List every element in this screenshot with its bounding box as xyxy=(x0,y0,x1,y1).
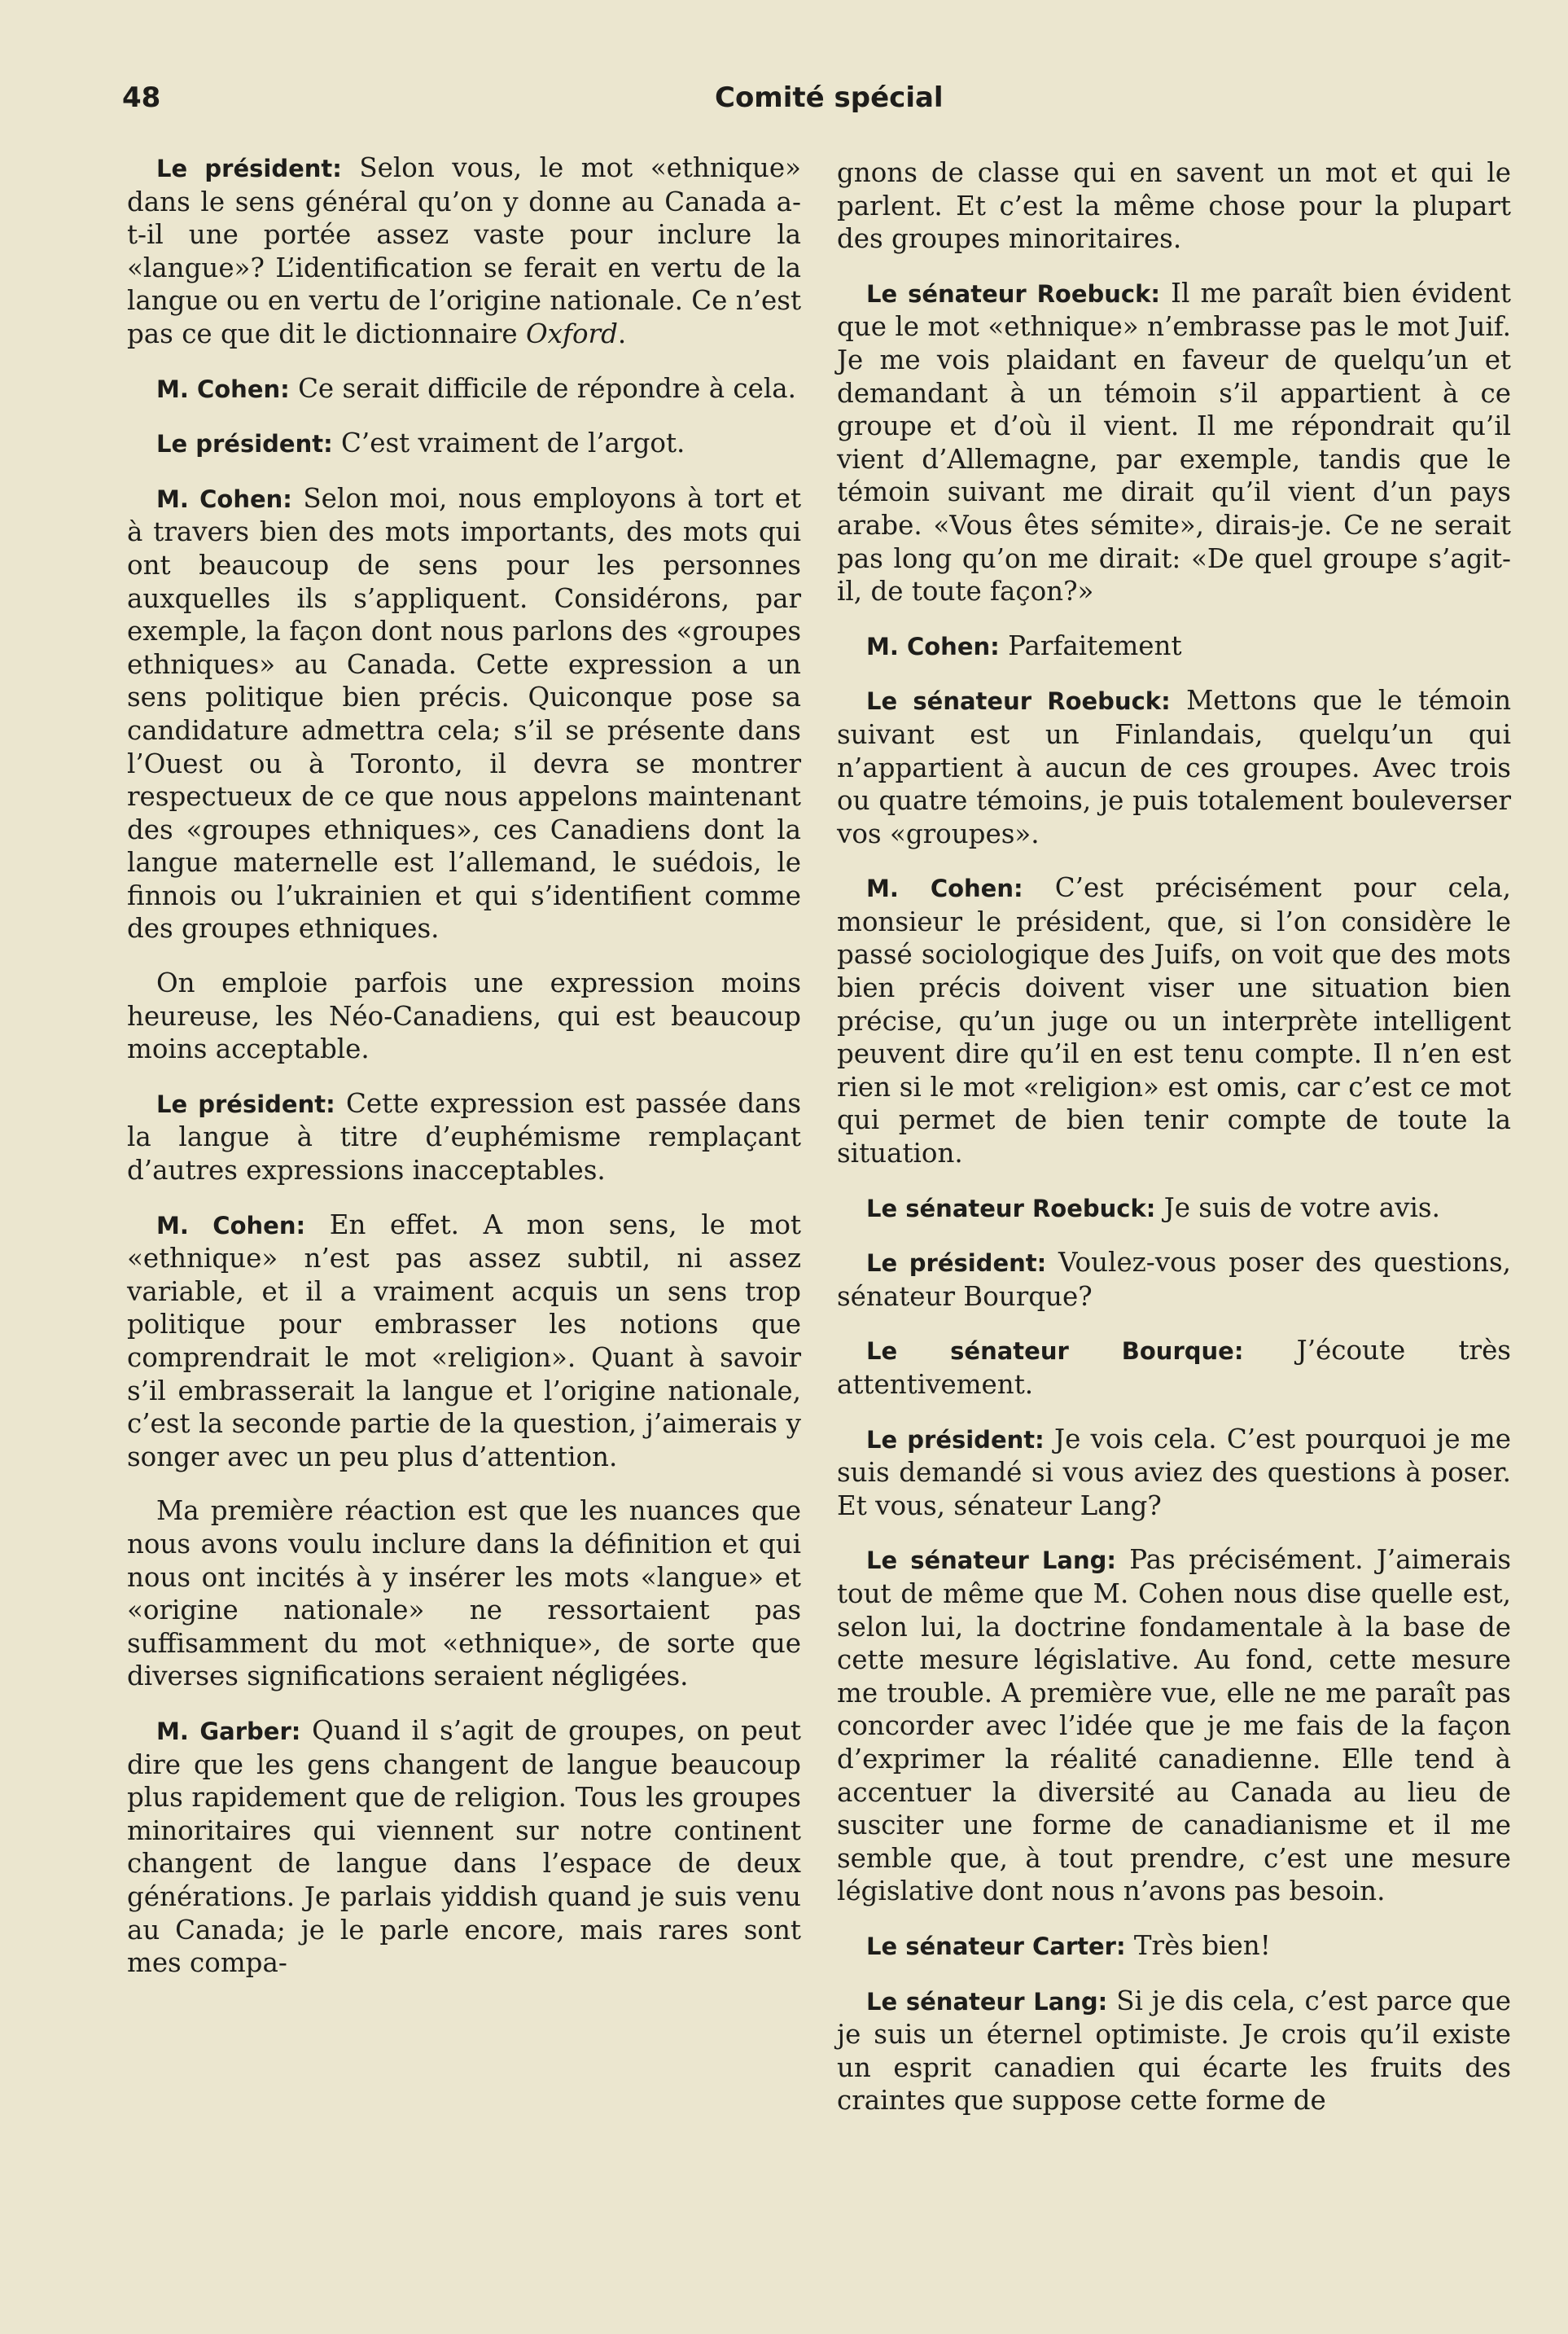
paragraph-text: Je suis de votre avis. xyxy=(1155,1191,1440,1223)
paragraph xyxy=(127,967,801,1066)
speaker-name: Le président: xyxy=(866,1249,1047,1278)
paragraph xyxy=(127,1209,801,1474)
paragraph-text: C’est précisément pour cela, monsieur le président, que, si l’on considère le passé sociologique des Juifs, on voit que des mots bien précis doivent viser une situation bien précise, qu’un juge ou un interprète intelligent peuvent dire qu’il en est tenu compte. Il n’en est rien si le mot «religion» est omis, car c’est ce mot qui permet de bien tenir compte de toute la situation. xyxy=(837,872,1511,1169)
paragraph-text: Il me paraît bien évident que le mot «ethnique» n’embrasse pas le mot Juif. Je me vois plaidant en faveur de quelqu’un et demandant à un témoin s’il appartient à ce groupe et d’où il vient. Il me répondrait qu’il vient d’Allemagne, par exemple, tandis que le témoin suivant me dirait qu’il vient d’un pays arabe. «Vous êtes sémite», dirais-je. Ce ne serait pas long qu’on me dirait: «De quel groupe s’agit-il, de toute façon?» xyxy=(837,277,1511,608)
paragraph-text-end: . xyxy=(617,318,627,349)
left-column xyxy=(127,151,801,2001)
paragraph xyxy=(837,277,1511,608)
paragraph xyxy=(837,156,1511,256)
right-column xyxy=(837,156,1511,2139)
speaker-name: Le président: xyxy=(866,1425,1045,1454)
speaker-name: M. Cohen: xyxy=(156,375,290,403)
speaker-name: M. Cohen: xyxy=(156,485,292,513)
paragraph-text: J’écoute très attentivement. xyxy=(837,1335,1511,1400)
paragraph xyxy=(127,151,801,351)
speaker-name: M. Garber: xyxy=(156,1717,301,1745)
speaker-name: M. Cohen: xyxy=(866,632,1000,660)
running-title: Comité spécial xyxy=(715,81,944,114)
speaker-name: Le président: xyxy=(156,1090,335,1118)
speaker-name: Le sénateur Lang: xyxy=(866,1546,1116,1575)
speaker-name: M. Cohen: xyxy=(156,1211,306,1239)
paragraph xyxy=(127,427,801,461)
paragraph-text: Si je dis cela, c’est parce que je suis un éternel optimiste. Je crois qu’il existe un esprit canadien qui écarte les fruits des craintes que suppose cette forme de xyxy=(837,1985,1512,2117)
paragraph-text: Ma première réaction est que les nuances que nous avons voulu inclure dans la définition et qui nous ont incités à y insérer les mots «langue» et «origine nationale» ne ressortaient pas suffisamment du mot «ethnique», de sorte que diverses significations seraient négligées. xyxy=(127,1495,801,1692)
paragraph xyxy=(127,1714,801,1980)
italic-text: Oxford xyxy=(525,318,618,349)
paragraph-text: Je vois cela. C’est pourquoi je me suis demandé si vous aviez des questions à poser. Et vous, sénateur Lang? xyxy=(837,1423,1511,1521)
speaker-name: Le sénateur Lang: xyxy=(866,1987,1108,2016)
speaker-name: Le sénateur Bourque: xyxy=(866,1337,1244,1366)
speaker-name: Le président: xyxy=(156,430,333,458)
paragraph-text: Parfaitement xyxy=(999,630,1182,661)
speaker-name: Le président: xyxy=(156,155,342,182)
paragraph xyxy=(837,1191,1511,1226)
paragraph-text: Voulez-vous poser des questions, sénateur Bourque? xyxy=(837,1247,1511,1312)
speaker-name: Le sénateur Roebuck: xyxy=(866,1194,1156,1222)
page-number: 48 xyxy=(122,81,161,114)
paragraph xyxy=(837,1246,1511,1313)
paragraph xyxy=(837,871,1511,1169)
speaker-name: Le sénateur Carter: xyxy=(866,1932,1126,1960)
paragraph-text: Très bien! xyxy=(1125,1929,1271,1961)
paragraph-text: Cette expression est passée dans la langue à titre d’euphémisme remplaçant d’autres expressions inacceptables. xyxy=(127,1087,801,1187)
paragraph-text: Ce serait difficile de répondre à cela. xyxy=(289,372,796,404)
paragraph-text: C’est vraiment de l’argot. xyxy=(332,428,685,459)
speaker-name: Le sénateur Roebuck: xyxy=(866,687,1171,716)
paragraph-text: On emploie parfois une expression moins heureuse, les Néo-Canadiens, qui est beaucoup moins acceptable. xyxy=(127,967,801,1065)
paragraph xyxy=(127,372,801,406)
paragraph xyxy=(837,684,1511,850)
paragraph xyxy=(837,1543,1511,1908)
paragraph xyxy=(837,1423,1511,1523)
paragraph-text: Mettons que le témoin suivant est un Finlandais, quelqu’un qui n’appartient à aucun de ces groupes. Avec trois ou quatre témoins, je puis totalement bouleverser vos «groupes». xyxy=(837,685,1511,849)
paragraph xyxy=(127,1087,801,1187)
paragraph-text: En effet. A mon sens, le mot «ethnique» n’est pas assez subtil, ni assez variable, et il a vraiment acquis un sens trop politique pour embrasser les notions que comprendrait le mot «religion». Quant à savoir s’il embrasserait la langue et l’origine nationale, c’est la seconde partie de la question, j’aimerais y songer avec un peu plus d’attention. xyxy=(127,1209,801,1472)
paragraph-text: Selon moi, nous employons à tort et à travers bien des mots importants, des mots qui ont beaucoup de sens pour les personnes auxquelles ils s’appliquent. Considérons, par exemple, la façon dont nous parlons des «groupes ethniques» au Canada. Cette expression a un sens politique bien précis. Quiconque pose sa candidature admettra cela; s’il se présente dans l’Ouest ou à Toronto, il devra se montrer respectueux de ce que nous appelons maintenant des «groupes ethniques», ces Canadiens dont la langue maternelle est l’allemand, le suédois, le finnois ou l’ukrainien et qui s’identifient comme des groupes ethniques. xyxy=(127,482,802,945)
page-header xyxy=(122,75,1506,124)
speaker-name: M. Cohen: xyxy=(866,875,1023,903)
paragraph-text: Quand il s’agit de groupes, on peut dire que les gens changent de langue beaucoup plus rapidement que de religion. Tous les groupes minoritaires qui viennent sur notre continent changent de langue dans l’espace de deux générations. Je parlais yiddish quand je suis venu au Canada; je le parle encore, mais rares sont mes compa- xyxy=(127,1714,801,1979)
paragraph xyxy=(837,1985,1511,2117)
paragraph xyxy=(837,630,1511,664)
paragraph xyxy=(127,482,801,945)
paragraph-text: Pas précisément. J’aimerais tout de même que M. Cohen nous dise quelle est, selon lui, la doctrine fondamentale à la base de cette mesure législative. Au fond, cette mesure me trouble. A première vue, elle ne me paraît pas concorder avec l’idée que je me fais de la façon d’exprimer la réalité canadienne. Elle tend à accentuer la diversité au Canada au lieu de susciter une forme de canadianisme et il me semble que, à tout prendre, c’est une mesure législative dont nous n’avons pas besoin. xyxy=(837,1544,1512,1907)
paragraph xyxy=(127,1494,801,1693)
paragraph-text: Selon vous, le mot «ethnique» dans le sens général qu’on y donne au Canada a-t-il une portée assez vaste pour inclure la «langue»? L’identification se ferait en vertu de la langue ou en vertu de l’origine nationale. Ce n’est pas ce que dit le dictionnaire xyxy=(127,152,801,349)
paragraph xyxy=(837,1334,1511,1401)
paragraph xyxy=(837,1929,1511,1963)
speaker-name: Le sénateur Roebuck: xyxy=(866,279,1161,308)
paragraph-text: gnons de classe qui en savent un mot et qui le parlent. Et c’est la même chose pour la plupart des groupes minoritaires. xyxy=(837,157,1511,255)
